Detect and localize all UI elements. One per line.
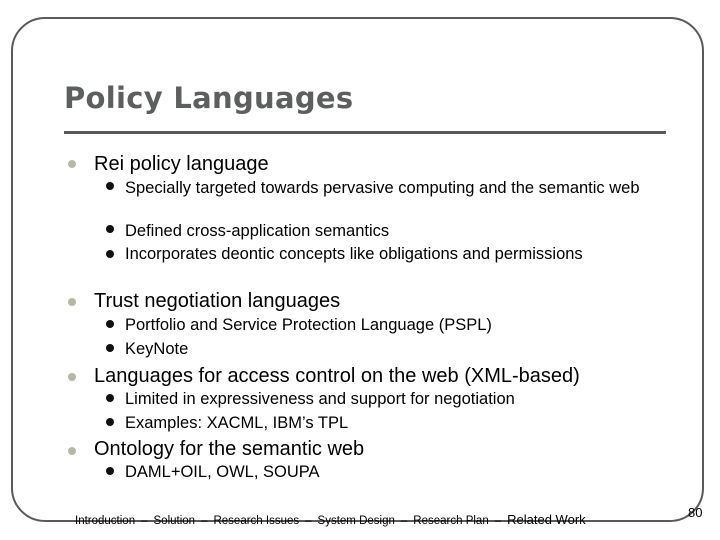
footer-item-introduction[interactable]: Introduction (75, 515, 136, 527)
sub-bullet-dot-icon (106, 182, 114, 190)
footer-separator: – (201, 515, 208, 527)
bullet-dot-icon (68, 160, 76, 168)
sub-bullet-dot-icon (106, 467, 114, 475)
footer-nav (75, 512, 586, 527)
sub-bullet-text: Incorporates deontic concepts like obligations and permissions (125, 245, 583, 263)
sub-bullet-text: DAML+OIL, OWL, SOUPA (125, 463, 320, 481)
title-divider (64, 131, 666, 134)
bullet-label: Rei policy language (94, 153, 269, 175)
sub-bullet-dot-icon (106, 225, 114, 233)
footer-separator: – (305, 515, 312, 527)
footer-item-related-work[interactable]: Related Work (507, 512, 586, 527)
sub-bullet-dot-icon (106, 250, 114, 258)
page-number: 80 (688, 505, 703, 520)
bullet-dot-icon (68, 373, 76, 381)
bullet-dot-icon (68, 298, 76, 306)
sub-bullet-dot-icon (106, 394, 114, 402)
footer-item-research-issues[interactable]: Research Issues (213, 515, 300, 527)
bullet-dot-icon (68, 447, 76, 455)
footer-item-system-design[interactable]: System Design (317, 515, 395, 527)
sub-bullet-text: Defined cross-application semantics (125, 222, 390, 240)
sub-bullet-text: Specially targeted towards pervasive computing and the semantic web (125, 179, 640, 197)
sub-bullet-text: Portfolio and Service Protection Language (PSPL) (125, 316, 492, 334)
slide-title: Policy Languages (64, 81, 354, 115)
footer-item-research-plan[interactable]: Research Plan (413, 515, 489, 527)
footer-item-solution[interactable]: Solution (153, 515, 196, 527)
footer-separator: – (494, 515, 502, 527)
sub-bullet-text: Examples: XACML, IBM’s TPL (125, 414, 349, 432)
bullet-label: Languages for access control on the web (XML-based) (94, 365, 580, 387)
sub-bullet-dot-icon (106, 320, 114, 328)
bullet-label: Trust negotiation languages (94, 290, 341, 312)
sub-bullet-dot-icon (106, 418, 114, 426)
footer-separator: – (400, 515, 408, 527)
footer-separator: – (141, 515, 148, 527)
bullet-label: Ontology for the semantic web (94, 438, 365, 460)
sub-bullet-text: KeyNote (125, 340, 189, 358)
sub-bullet-dot-icon (106, 344, 114, 352)
sub-bullet-text: Limited in expressiveness and support for negotiation (125, 390, 515, 408)
